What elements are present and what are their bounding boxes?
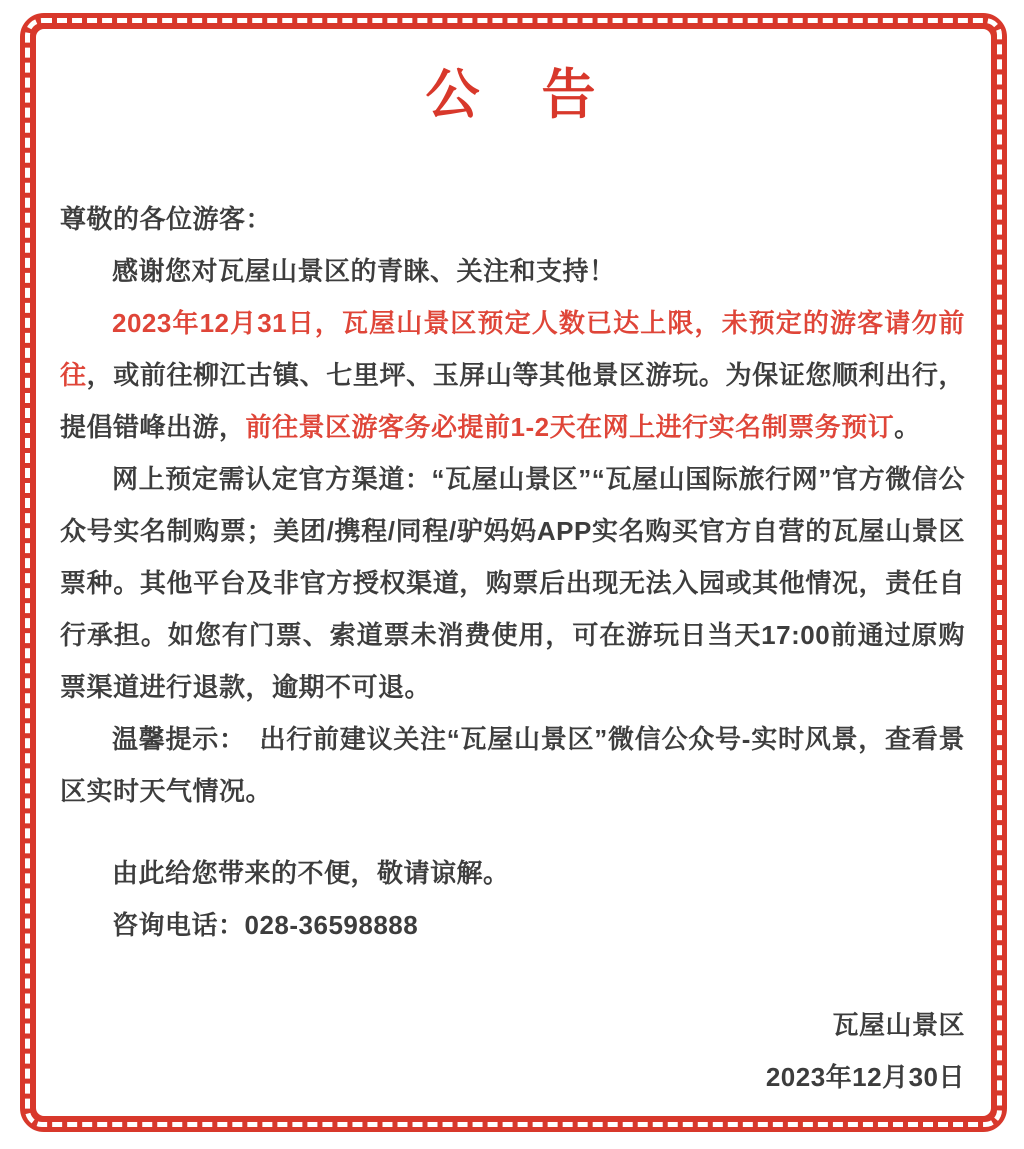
alert-ending-punctuation: 。 <box>894 412 921 442</box>
paragraph-alert <box>60 297 965 453</box>
alert-normal-text: ，或前往柳江古镇、七里坪、玉屏山等其他景区游玩。为保证您顺利出行，提倡错峰出游， <box>60 360 965 442</box>
notice-date: 2023年12月30日 <box>765 1062 965 1092</box>
paragraph-tips: 温馨提示： 出行前建议关注“瓦屋山景区”微信公众号-实时风景，查看景区实时天气情况。 <box>60 724 965 806</box>
notice-content <box>36 29 991 1116</box>
notice-title: 公 告 <box>425 65 600 125</box>
paragraph-apology: 由此给您带来的不便，敬请谅解。 <box>112 858 510 888</box>
phone-line: 咨询电话：028-36598888 <box>112 910 419 940</box>
salutation-line: 尊敬的各位游客： <box>60 204 273 234</box>
signature-org: 瓦屋山景区 <box>832 1010 965 1040</box>
decorative-dashed-border <box>20 13 1007 1132</box>
paragraph-thanks: 感谢您对瓦屋山景区的青睐、关注和支持！ <box>112 256 616 286</box>
alert-highlight-advance-booking: 前往景区游客务必提前1-2天在网上进行实名制票务预订 <box>245 412 895 442</box>
alert-highlight-capacity-full: 2023年12月31日，瓦屋山景区预定人数已达上限，未预定的游客请勿前往 <box>60 308 965 390</box>
paragraph-booking-channels: 网上预定需认定官方渠道：“瓦屋山景区”“瓦屋山国际旅行网”官方微信公众号实名制购票；美团/携程/同程/驴妈妈APP实名购买官方自营的瓦屋山景区票种。其他平台及非官方授权渠道，购票后出现无法入园或其他情况，责任自行承担。如您有门票、索道票未消费使用，可在游玩日当天17:00前通过原购票渠道进行退款，逾期不可退。 <box>60 464 965 702</box>
